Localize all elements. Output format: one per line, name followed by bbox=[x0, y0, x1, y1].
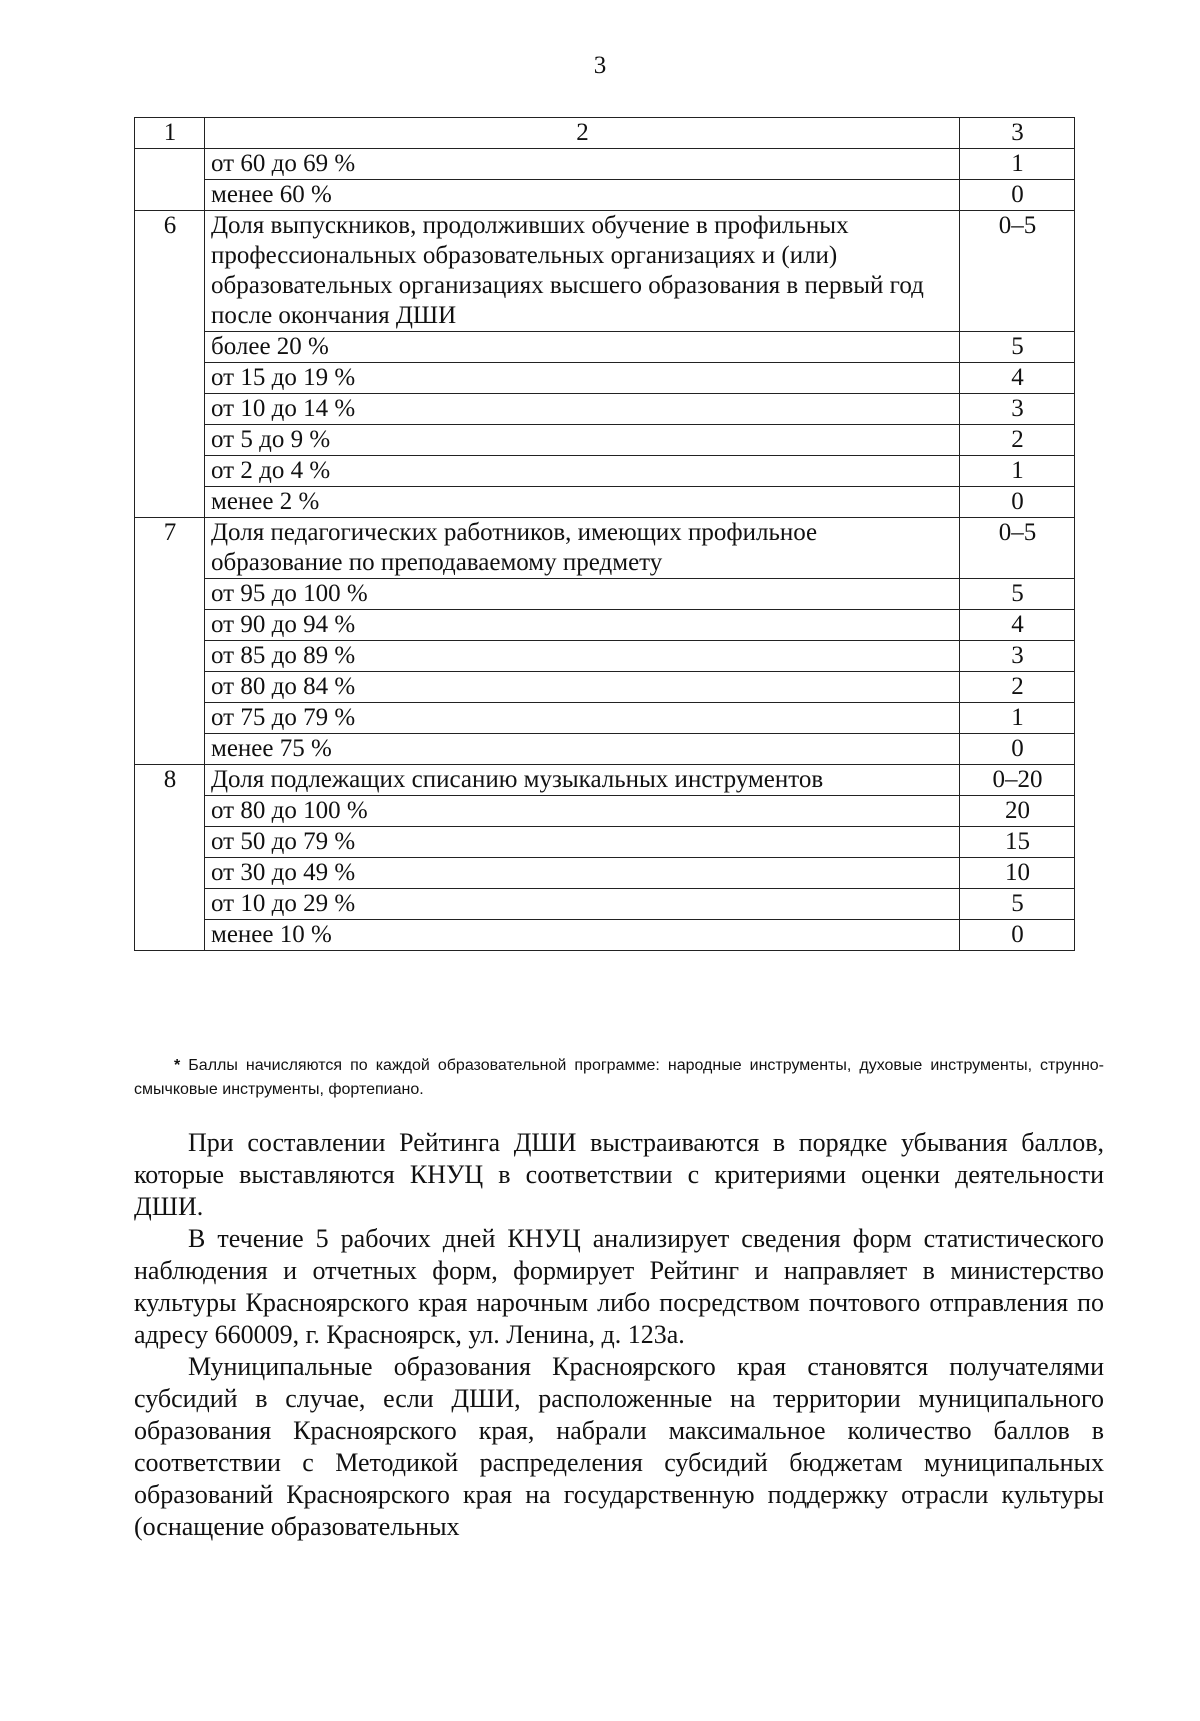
footnote-text: Баллы начисляются по каждой образовательной программе: народные инструменты, духовые инструменты, струнно-смычковые инструменты, фортепиано. bbox=[134, 1057, 1105, 1098]
table-row bbox=[135, 889, 1075, 920]
table-row bbox=[135, 394, 1075, 425]
row-text: от 85 до 89 % bbox=[205, 641, 960, 672]
table-row bbox=[135, 149, 1075, 180]
row-points: 2 bbox=[960, 425, 1075, 456]
row-points: 5 bbox=[960, 332, 1075, 363]
row-text: от 30 до 49 % bbox=[205, 858, 960, 889]
row-index bbox=[135, 641, 205, 672]
table-row bbox=[135, 703, 1075, 734]
row-text: от 75 до 79 % bbox=[205, 703, 960, 734]
row-text: менее 2 % bbox=[205, 487, 960, 518]
table-row bbox=[135, 487, 1075, 518]
row-text: от 60 до 69 % bbox=[205, 149, 960, 180]
row-index bbox=[135, 487, 205, 518]
row-text: от 80 до 100 % bbox=[205, 796, 960, 827]
row-index bbox=[135, 672, 205, 703]
table-row bbox=[135, 672, 1075, 703]
row-text: менее 75 % bbox=[205, 734, 960, 765]
table-row bbox=[135, 211, 1075, 332]
row-text: от 50 до 79 % bbox=[205, 827, 960, 858]
row-text: от 10 до 29 % bbox=[205, 889, 960, 920]
page-number: 3 bbox=[593, 52, 607, 79]
row-index: 7 bbox=[135, 518, 205, 579]
row-points: 4 bbox=[960, 610, 1075, 641]
footnote bbox=[134, 1054, 1104, 1102]
row-index bbox=[135, 610, 205, 641]
row-points: 0–5 bbox=[960, 518, 1075, 579]
row-points: 1 bbox=[960, 149, 1075, 180]
header-col-1: 1 bbox=[135, 118, 205, 149]
row-index: 6 bbox=[135, 211, 205, 332]
table-row bbox=[135, 425, 1075, 456]
row-points: 3 bbox=[960, 394, 1075, 425]
row-points: 0–20 bbox=[960, 765, 1075, 796]
row-text: от 95 до 100 % bbox=[205, 579, 960, 610]
row-index bbox=[135, 796, 205, 827]
row-index bbox=[135, 703, 205, 734]
table-row bbox=[135, 456, 1075, 487]
row-index bbox=[135, 920, 205, 951]
table-row bbox=[135, 858, 1075, 889]
row-index bbox=[135, 858, 205, 889]
table-row bbox=[135, 796, 1075, 827]
row-text: от 80 до 84 % bbox=[205, 672, 960, 703]
row-text: от 2 до 4 % bbox=[205, 456, 960, 487]
row-points: 0 bbox=[960, 734, 1075, 765]
row-index bbox=[135, 579, 205, 610]
row-points: 1 bbox=[960, 456, 1075, 487]
row-text: от 15 до 19 % bbox=[205, 363, 960, 394]
row-points: 0 bbox=[960, 920, 1075, 951]
row-points: 0 bbox=[960, 487, 1075, 518]
criteria-table bbox=[134, 117, 1075, 951]
row-points: 4 bbox=[960, 363, 1075, 394]
header-col-3: 3 bbox=[960, 118, 1075, 149]
row-text: Доля подлежащих списанию музыкальных инструментов bbox=[205, 765, 960, 796]
row-index bbox=[135, 394, 205, 425]
row-text: менее 60 % bbox=[205, 180, 960, 211]
row-text: от 90 до 94 % bbox=[205, 610, 960, 641]
row-points: 0 bbox=[960, 180, 1075, 211]
row-points: 0–5 bbox=[960, 211, 1075, 332]
row-index bbox=[135, 149, 205, 180]
row-index bbox=[135, 180, 205, 211]
row-index bbox=[135, 363, 205, 394]
row-text: Доля выпускников, продолживших обучение в профильных профессиональных образовательных организациях и (или) образовательных организациях высшего образования в первый год после окончания ДШИ bbox=[205, 211, 960, 332]
row-text: от 5 до 9 % bbox=[205, 425, 960, 456]
row-index bbox=[135, 827, 205, 858]
table-row bbox=[135, 920, 1075, 951]
paragraph-rating-order: При составлении Рейтинга ДШИ выстраиваются в порядке убывания баллов, которые выставляются КНУЦ в соответствии с критериями оценки деятельности ДШИ. bbox=[134, 1128, 1104, 1221]
row-index bbox=[135, 425, 205, 456]
row-points: 5 bbox=[960, 579, 1075, 610]
table-row bbox=[135, 180, 1075, 211]
table-row bbox=[135, 579, 1075, 610]
row-points: 1 bbox=[960, 703, 1075, 734]
body-text bbox=[134, 1127, 1104, 1543]
row-points: 15 bbox=[960, 827, 1075, 858]
table-row bbox=[135, 518, 1075, 579]
paragraph-knuc-analysis: В течение 5 рабочих дней КНУЦ анализирует сведения форм статистического наблюдения и отчетных форм, формирует Рейтинг и направляет в министерство культуры Красноярского края нарочным либо посредством почтового отправления по адресу 660009, г. Красноярск, ул. Ленина, д. 123а. bbox=[134, 1224, 1104, 1349]
table-row bbox=[135, 610, 1075, 641]
row-index bbox=[135, 734, 205, 765]
row-index bbox=[135, 456, 205, 487]
footnote-mark: * bbox=[174, 1057, 181, 1074]
row-index bbox=[135, 332, 205, 363]
table-row bbox=[135, 765, 1075, 796]
table-row bbox=[135, 332, 1075, 363]
row-points: 10 bbox=[960, 858, 1075, 889]
row-index bbox=[135, 889, 205, 920]
row-text: от 10 до 14 % bbox=[205, 394, 960, 425]
row-points: 5 bbox=[960, 889, 1075, 920]
row-text: более 20 % bbox=[205, 332, 960, 363]
table-row bbox=[135, 827, 1075, 858]
row-text: Доля педагогических работников, имеющих профильное образование по преподаваемому предмету bbox=[205, 518, 960, 579]
table-row bbox=[135, 734, 1075, 765]
row-text: менее 10 % bbox=[205, 920, 960, 951]
table-row bbox=[135, 641, 1075, 672]
paragraph-subsidy-recipients: Муниципальные образования Красноярского края становятся получателями субсидий в случае, если ДШИ, расположенные на территории муниципального образования Красноярского края, набрали максимальное количество баллов в соответствии с Методикой распределения субсидий бюджетам муниципальных образований Красноярского края на государственную поддержку отрасли культуры (оснащение образовательных bbox=[134, 1352, 1104, 1541]
header-col-2: 2 bbox=[205, 118, 960, 149]
table-row bbox=[135, 363, 1075, 394]
row-index: 8 bbox=[135, 765, 205, 796]
row-points: 3 bbox=[960, 641, 1075, 672]
row-points: 2 bbox=[960, 672, 1075, 703]
table-header-row bbox=[135, 118, 1075, 149]
row-points: 20 bbox=[960, 796, 1075, 827]
